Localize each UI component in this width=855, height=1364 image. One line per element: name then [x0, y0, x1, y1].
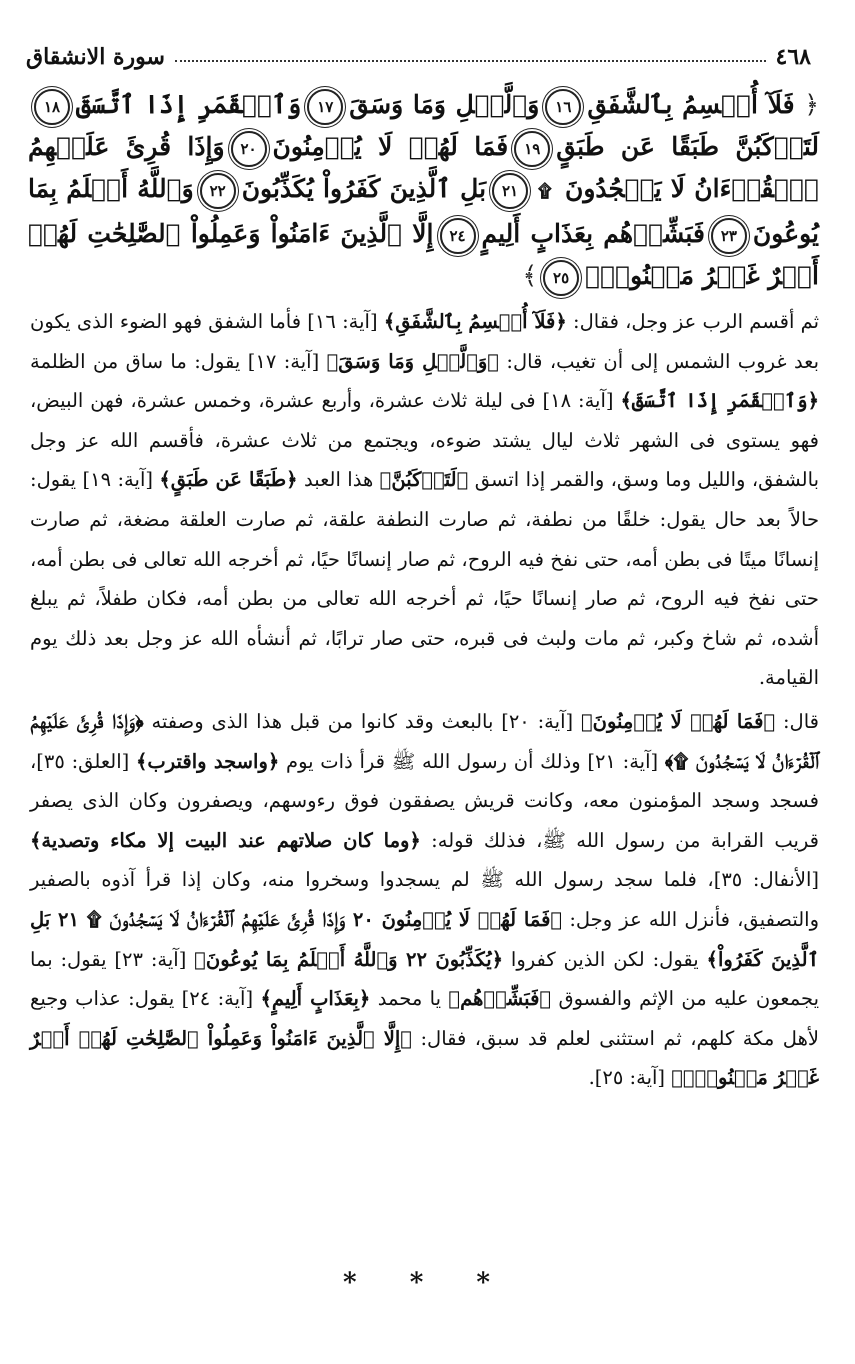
commentary-text: يقول: لكن الذين كفروا	[503, 947, 707, 971]
verse-number-marker: ٢٥	[543, 260, 579, 296]
verse-text: فَبَشِّرۡهُم بِعَذَابٍ أَلِيمٍ	[481, 219, 705, 248]
verse-text: وَإِذَا قُرِئَ عَلَيۡهِمُ ٱلۡقُرۡءَانُ لَا يَسۡجُدُونَ	[28, 132, 819, 203]
commentary-text: [الأنفال: ٣٥]، فلما سجد رسول الله ﷺ لم يسجدوا وسخروا منه، وكان إذا قرأ آذوه بالصفير والتصفيق، فأنزل الله عز وجل:	[30, 868, 820, 931]
surah-title: سورة الانشقاق	[26, 44, 165, 70]
quoted-verse: ﴿بِعَذَابٍ أَلِيمٍ﴾	[260, 987, 371, 1011]
quran-open-bracket: ﴿	[804, 90, 819, 119]
page-number: ٤٦٨	[775, 44, 811, 70]
commentary-block	[30, 302, 819, 1098]
commentary-text: [آية: ٢٠] بالبعث وقد كانوا من قبل هذا الذى وصفته	[143, 709, 581, 733]
verse-number-marker: ٢٣	[711, 218, 747, 254]
commentary-paragraph	[30, 702, 819, 1098]
commentary-text: [آية: ٢١] وذلك أن رسول الله ﷺ قرأ ذات يوم	[279, 749, 665, 773]
commentary-text: [آية: ١٧] يقول: ما ساق من الظلمة	[30, 349, 327, 373]
verse-number-marker: ٢٤	[440, 218, 476, 254]
commentary-text: يا محمد	[370, 987, 449, 1011]
commentary-paragraph	[30, 302, 819, 698]
verse-number-marker: ١٧	[307, 89, 343, 125]
quoted-verse: ﴿فَلَآ أُقۡسِمُ بِٱلشَّفَقِ﴾	[383, 310, 567, 333]
header-dotted-leader	[175, 59, 766, 62]
commentary-text: [آية: ١٩] يقول: حالاً بعد حال يقول: خلقًا من نطفة، ثم صارت النطفة علقة، ثم صارت العلقة مضغة، ثم صارت إنسانًا ميتًا فى بطن أمه، حتى نفخ فيه الروح، ثم صار إنسانًا حيًا، ثم أخرجه الله تعالى فى بطن أمه، حتى نفخ فيه الروح، ثم صار إنسانًا حيًا، ثم أخرجه الله تعالى من بطن أمه، فكان طفلاً، ثم يبلغ أشده، ثم شاخ وكبر، ثم مات ولبث فى قبره، حتى صار ترابًا، ثم أنشأه الله عز وجل بعد ذلك يوم القيامة.	[30, 468, 819, 690]
quoted-verse: ﴿فَمَا لَهُمۡ لَا يُؤۡمِنُونَ ٢٠ وَإِذَا قُرِئَ عَلَيۡهِمُ ٱلۡقُرۡءَانُ لَا يَسۡجُدُونَ ۩ ٢١ بَلِ ٱلَّذِينَ كَفَرُواْ﴾	[30, 907, 820, 971]
commentary-text: [آية: ٢٣] يقول: بما يجمعون عليه من الإثم والفسوق	[30, 947, 820, 1011]
verse-text: وَٱلۡقَمَرِ إِذَا ٱتَّسَقَ	[76, 90, 302, 119]
verse-number-marker: ١٨	[34, 89, 70, 125]
verse-text: وَٱلَّيۡلِ وَمَا وَسَقَ	[349, 90, 540, 119]
quoted-verse: ﴿وما كان صلاتهم عند البيت إلا مكاء وتصدية﴾	[30, 828, 421, 852]
quoted-verse: ﴿فَبَشِّرۡهُم﴾	[448, 987, 552, 1011]
quoted-verse: ﴿لَتَرۡكَبُنَّ﴾	[379, 468, 469, 492]
commentary-text: هذا العبد	[297, 468, 380, 492]
verse-text: إِلَّا ٱلَّذِينَ ءَامَنُواْ وَعَمِلُواْ ٱلصَّٰلِحَٰتِ لَهُمۡ أَجۡرٌ غَيۡرُ مَمۡنُونِۭ	[28, 219, 819, 290]
quran-verses-block	[28, 84, 819, 297]
quoted-verse: ﴿طَبَقًا عَن طَبَقٍ﴾	[159, 468, 298, 492]
verse-number-marker: ٢٢	[200, 173, 236, 209]
quoted-verse: ﴿يُكَذِّبُونَ ٢٢ وَٱللَّهُ أَعۡلَمُ بِمَا يُوعُونَ﴾	[194, 947, 504, 971]
commentary-text: قال:	[775, 709, 819, 733]
commentary-text: [آية: ١٨] فى ليلة ثلاث عشرة، وأربع عشرة، وخمس عشرة، فهن البيض، فهو يستوى فى الشهر ثلاث ليال يشتد ضوءه، ويجتمع من ثلاث عشرة، فأقسم الله عز وجل بالشفق، والليل وما وسق، والقمر إذا اتسق	[30, 389, 819, 492]
verse-number-marker: ٢١	[492, 173, 528, 209]
quoted-verse: ﴿وَإِذَا قُرِئَ عَلَيۡهِمُ ٱلۡقُرۡءَانُ لَا يَسۡجُدُونَ ۩﴾	[30, 709, 820, 773]
verse-text: فَمَا لَهُمۡ لَا يُؤۡمِنُونَ	[272, 132, 509, 161]
section-separator: * * *	[343, 1268, 512, 1298]
quoted-verse: ﴿واسجد واقترب﴾	[135, 749, 280, 773]
verse-text: فَلَآ أُقۡسِمُ بِٱلشَّفَقِ	[587, 90, 795, 119]
commentary-text: [آية: ٢٤] يقول: عذاب وجيع لأهل مكة كلهم، ثم استثنى لعلم قد سبق، فقال:	[30, 987, 819, 1050]
page-header	[26, 30, 811, 70]
quoted-verse: ﴿وَٱلَّيۡلِ وَمَا وَسَقَ﴾	[326, 349, 500, 373]
quran-close-bracket: ﴾	[522, 261, 538, 290]
verse-text: وَٱللَّهُ أَعۡلَمُ بِمَا يُوعُونَ	[28, 174, 819, 248]
sajda-icon: ۩	[538, 181, 552, 202]
verse-text: بَلِ ٱلَّذِينَ كَفَرُواْ يُكَذِّبُونَ	[241, 174, 487, 203]
verse-number-marker: ١٩	[514, 131, 550, 167]
verse-number-marker: ١٦	[545, 89, 581, 125]
commentary-text: ثم أقسم الرب عز وجل، فقال:	[566, 310, 819, 333]
commentary-text: [آية: ١٦] فأما الشفق فهو الضوء الذى يكون بعد غروب الشمس إلى أن تغيب، قال:	[30, 310, 820, 373]
commentary-text: [العلق: ٣٥]، فسجد وسجد المؤمنون معه، وكانت قريش يصفقون فوق رءوسهم، ويصفرون وكان الذى يصفر قريب القرابة من رسول الله ﷺ، فذلك قوله:	[30, 749, 819, 852]
quoted-verse: ﴿فَمَا لَهُمۡ لَا يُؤۡمِنُونَ﴾	[580, 709, 776, 733]
verse-number-marker: ٢٠	[231, 131, 267, 167]
verse-text: لَتَرۡكَبُنَّ طَبَقًا عَن طَبَقٍ	[556, 132, 819, 161]
quoted-verse: ﴿وَٱلۡقَمَرِ إِذَا ٱتَّسَقَ﴾	[620, 389, 819, 413]
quoted-verse: ﴿إِلَّا ٱلَّذِينَ ءَامَنُواْ وَعَمِلُواْ ٱلصَّٰلِحَٰتِ لَهُمۡ أَجۡرٌ غَيۡرُ مَمۡنُونِۭ﴾	[30, 1026, 819, 1090]
commentary-text: [آية: ٢٥].	[588, 1066, 672, 1090]
